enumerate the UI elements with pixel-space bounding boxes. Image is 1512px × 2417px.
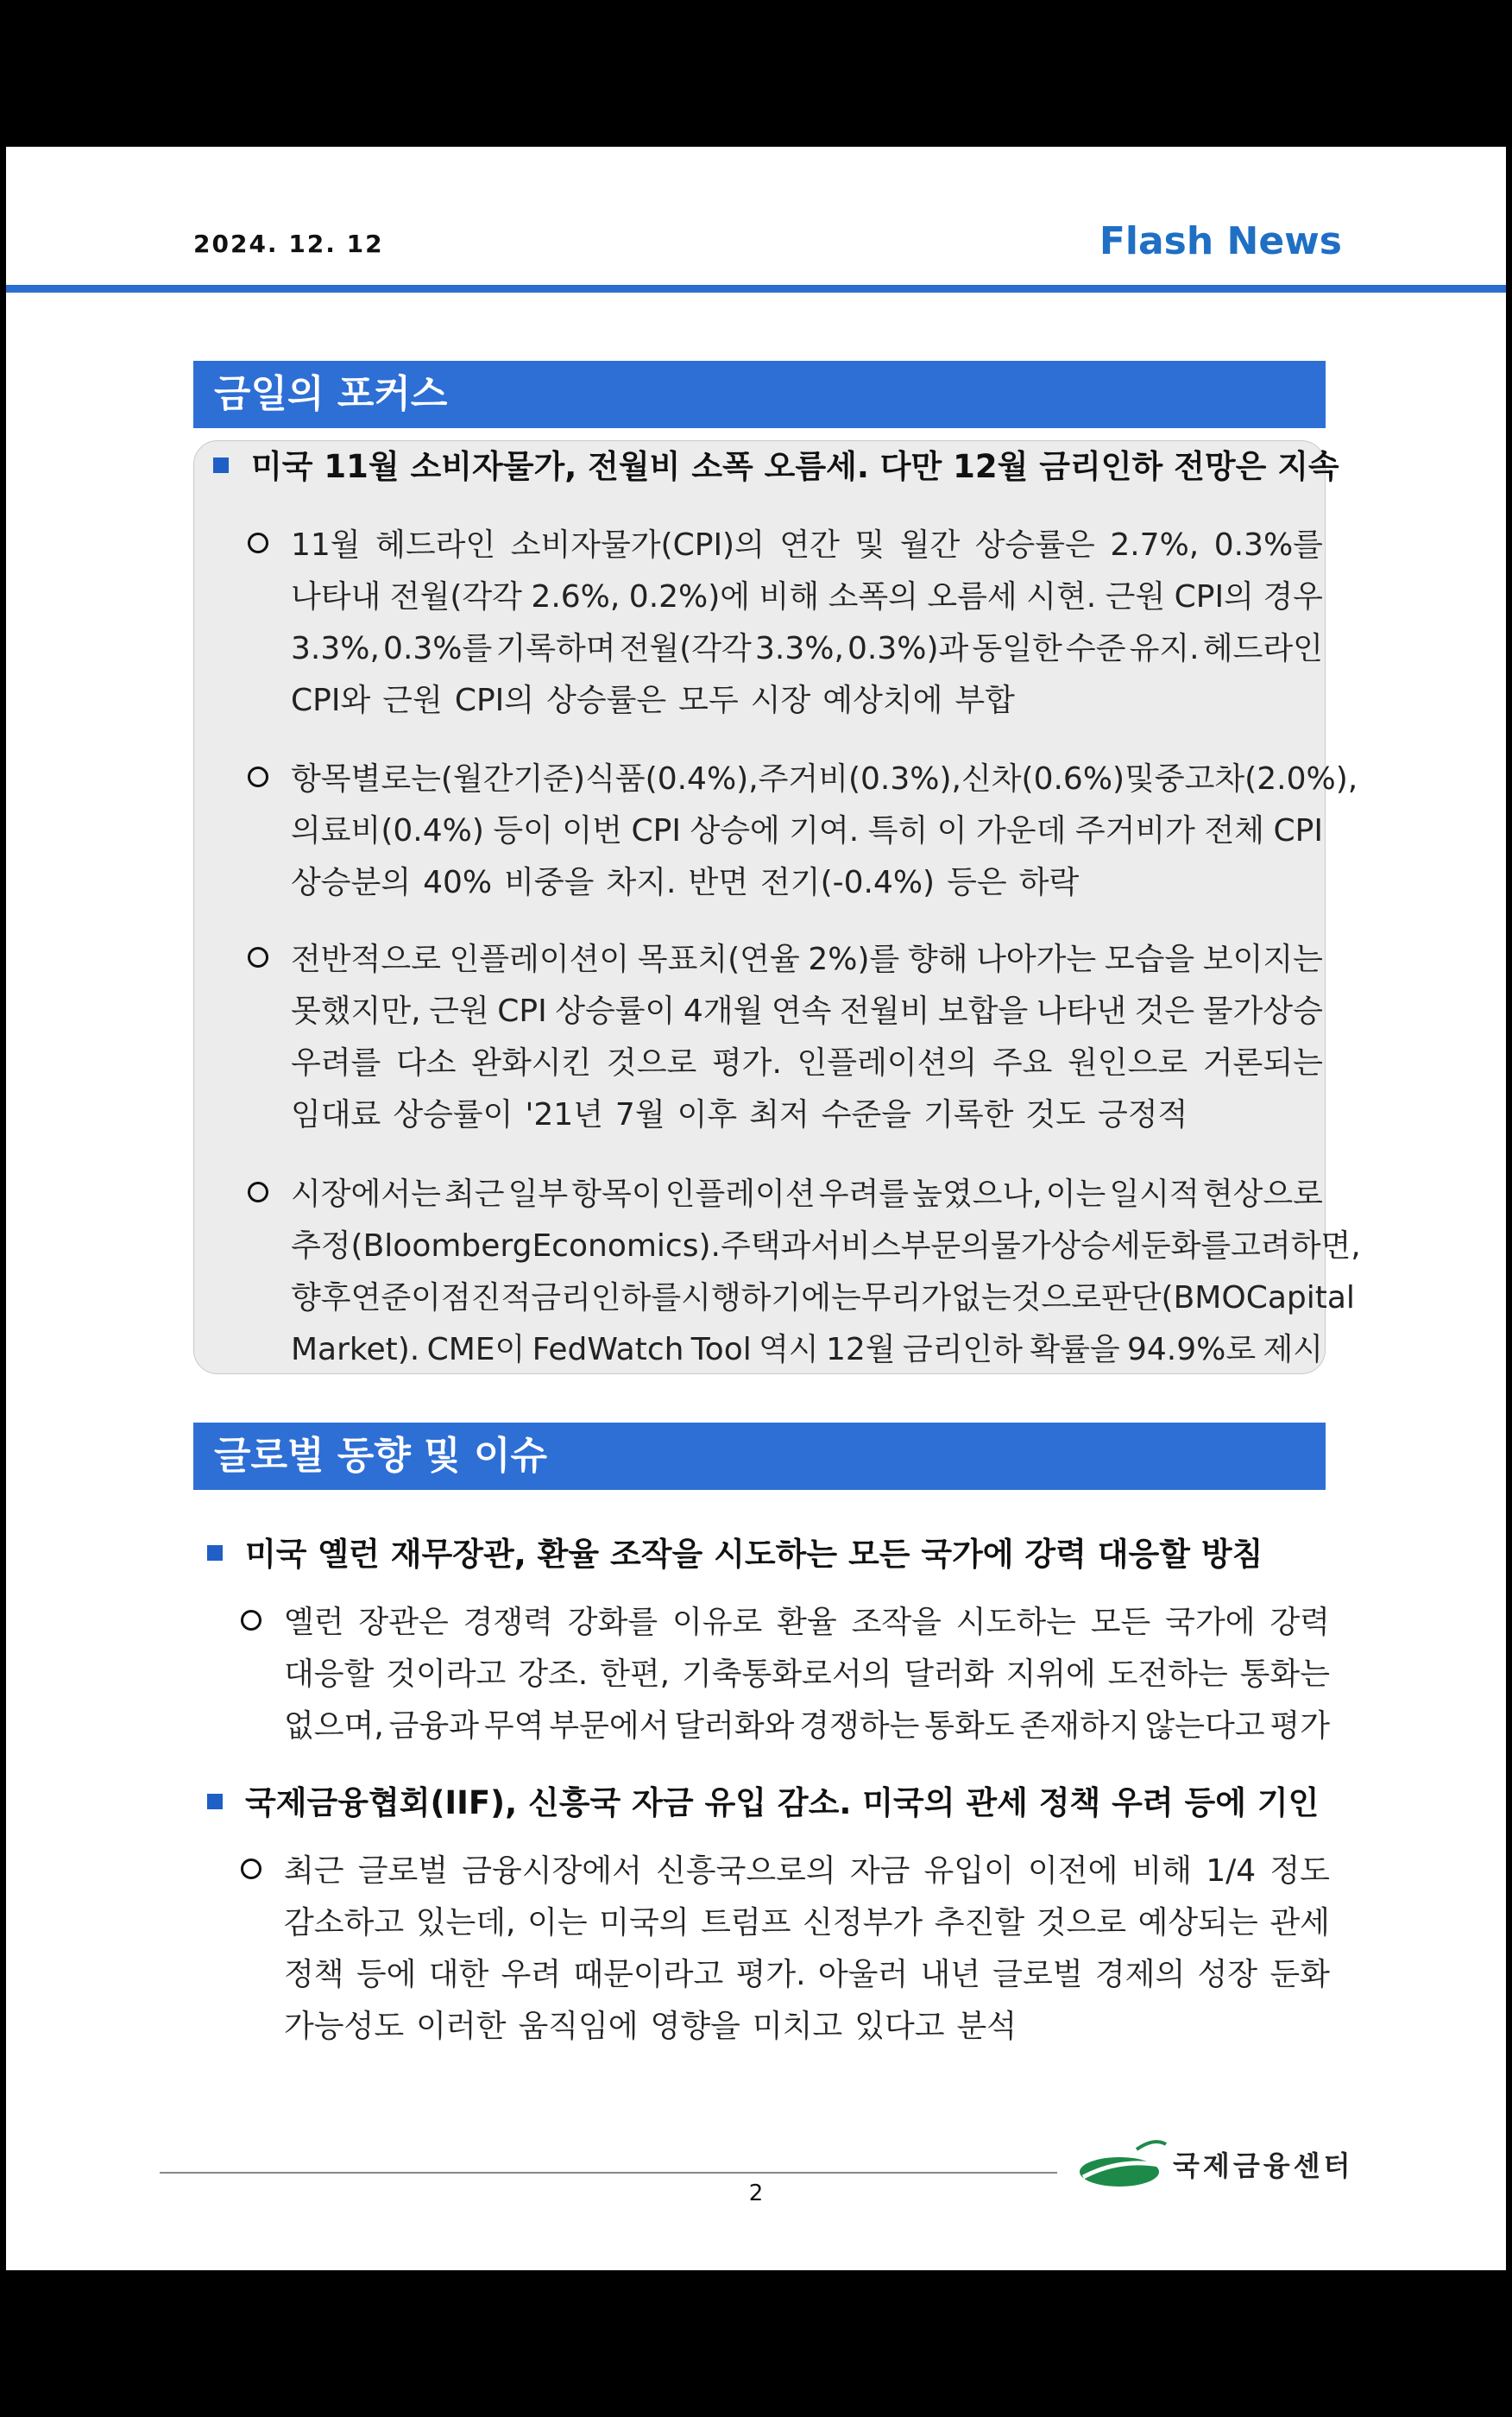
text-line: 가능성도 이러한 움직임에 영향을 미치고 있다고 분석: [284, 2009, 1017, 2044]
text-line: 대응할 것이라고 강조. 한편, 기축통화로서의 달러화 지위에 도전하는 통화는: [284, 1657, 1330, 1692]
page-number: 2: [748, 2180, 764, 2206]
text-line: 옐런 장관은 경쟁력 강화를 이유로 환율 조작을 시도하는 모든 국가에 강력: [284, 1605, 1330, 1640]
text-line: 나타내 전월(각각 2.6%, 0.2%)에 비해 소폭의 오름세 시현. 근원 CPI의 경우: [291, 579, 1323, 615]
text-line: 11월 헤드라인 소비자물가(CPI)의 연간 및 월간 상승률은 2.7%, 0.3%를: [291, 527, 1323, 563]
text-line: 정책 등에 대한 우려 때문이라고 평가. 아울러 내년 글로벌 경제의 성장 둔화: [284, 1957, 1330, 1992]
header-rule: [6, 285, 1506, 293]
focus-bullet-1: [248, 520, 1323, 727]
global-bullet-2: [241, 1846, 1330, 2053]
text-line: 최근 글로벌 금융시장에서 신흥국으로의 자금 유입이 이전에 비해 1/4 정도: [284, 1853, 1330, 1889]
footer-rule: [160, 2172, 1057, 2174]
global-headline-2: 국제금융협회(IIF), 신흥국 자금 유입 감소. 미국의 관세 정책 우려 등에 기인: [207, 1776, 1319, 1823]
focus-bullet-3: [248, 934, 1323, 1141]
global-bullet-1: [241, 1597, 1330, 1752]
text-line: 우려를 다소 완화시킨 것으로 평가. 인플레이션의 주요 원인으로 거론되는: [291, 1045, 1323, 1081]
circle-bullet-icon: [241, 1610, 261, 1631]
focus-section-title: 금일의 포커스: [193, 361, 1326, 428]
report-title: Flash News: [1099, 219, 1342, 263]
text-line: 3.3%, 0.3%를 기록하며 전월(각각 3.3%, 0.3%)과 동일한 수준 유지. 헤드라인: [291, 631, 1323, 666]
focus-bullet-2: [248, 754, 1358, 909]
text-line: 항목별로는(월간 기준) 식품(0.4%), 주거비(0.3%), 신차(0.6%) 및 중고차(2.0%),: [291, 761, 1358, 797]
footer-organization: 국제금융센터: [1173, 2149, 1354, 2182]
text-line: 추정(Bloomberg Economics). 주택과 서비스 부문의 물가 상승세 둔화를 고려하면,: [291, 1228, 1361, 1264]
text-line: 없으며, 금융과 무역 부문에서 달러화와 경쟁하는 통화도 존재하지 않는다고 평가: [284, 1708, 1330, 1744]
text-line: 전반적으로 인플레이션이 목표치(연율 2%)를 향해 나아가는 모습을 보이지는: [291, 942, 1323, 977]
text-line: 감소하고 있는데, 이는 미국의 트럼프 신정부가 추진할 것으로 예상되는 관세: [284, 1905, 1330, 1941]
document-page: [6, 147, 1506, 2270]
circle-bullet-icon: [248, 947, 268, 968]
square-bullet-icon: [213, 458, 229, 473]
circle-bullet-icon: [248, 533, 268, 553]
square-bullet-icon: [207, 1545, 223, 1561]
circle-bullet-icon: [248, 1182, 268, 1202]
text-line: 의료비(0.4%) 등이 이번 CPI 상승에 기여. 특히 이 가운데 주거비가 전체 CPI: [291, 813, 1323, 849]
text-line: CPI와 근원 CPI의 상승률은 모두 시장 예상치에 부합: [291, 683, 1015, 718]
focus-bullet-4: [248, 1169, 1361, 1376]
text-line: 상승분의 40% 비중을 차지. 반면 전기(-0.4%) 등은 하락: [291, 865, 1080, 900]
global-headline-1: 미국 옐런 재무장관, 환율 조작을 시도하는 모든 국가에 강력 대응할 방침: [207, 1528, 1263, 1575]
circle-bullet-icon: [248, 767, 268, 787]
text-line: 시장에서는 최근 일부 항목이 인플레이션 우려를 높였으나, 이는 일시적 현상으로: [291, 1177, 1323, 1212]
text-line: Market). CME이 FedWatch Tool 역시 12월 금리인하 확률을 94.9%로 제시: [291, 1332, 1323, 1367]
square-bullet-icon: [207, 1794, 223, 1809]
text-line: 임대료 상승률이 '21년 7월 이후 최저 수준을 기록한 것도 긍정적: [291, 1097, 1188, 1133]
global-section-title: 글로벌 동향 및 이슈: [193, 1423, 1326, 1490]
report-date: 2024. 12. 12: [193, 230, 384, 258]
focus-headline: 미국 11월 소비자물가, 전월비 소폭 오름세. 다만 12월 금리인하 전망은 지속: [213, 440, 1339, 487]
text-line: 향후 연준이 점진적 금리인하를 시행하기에는 무리가 없는 것으로 판단(BMO Capital: [291, 1280, 1355, 1316]
circle-bullet-icon: [241, 1859, 261, 1879]
text-line: 못했지만, 근원 CPI 상승률이 4개월 연속 전월비 보합을 나타낸 것은 물가상승: [291, 994, 1323, 1029]
